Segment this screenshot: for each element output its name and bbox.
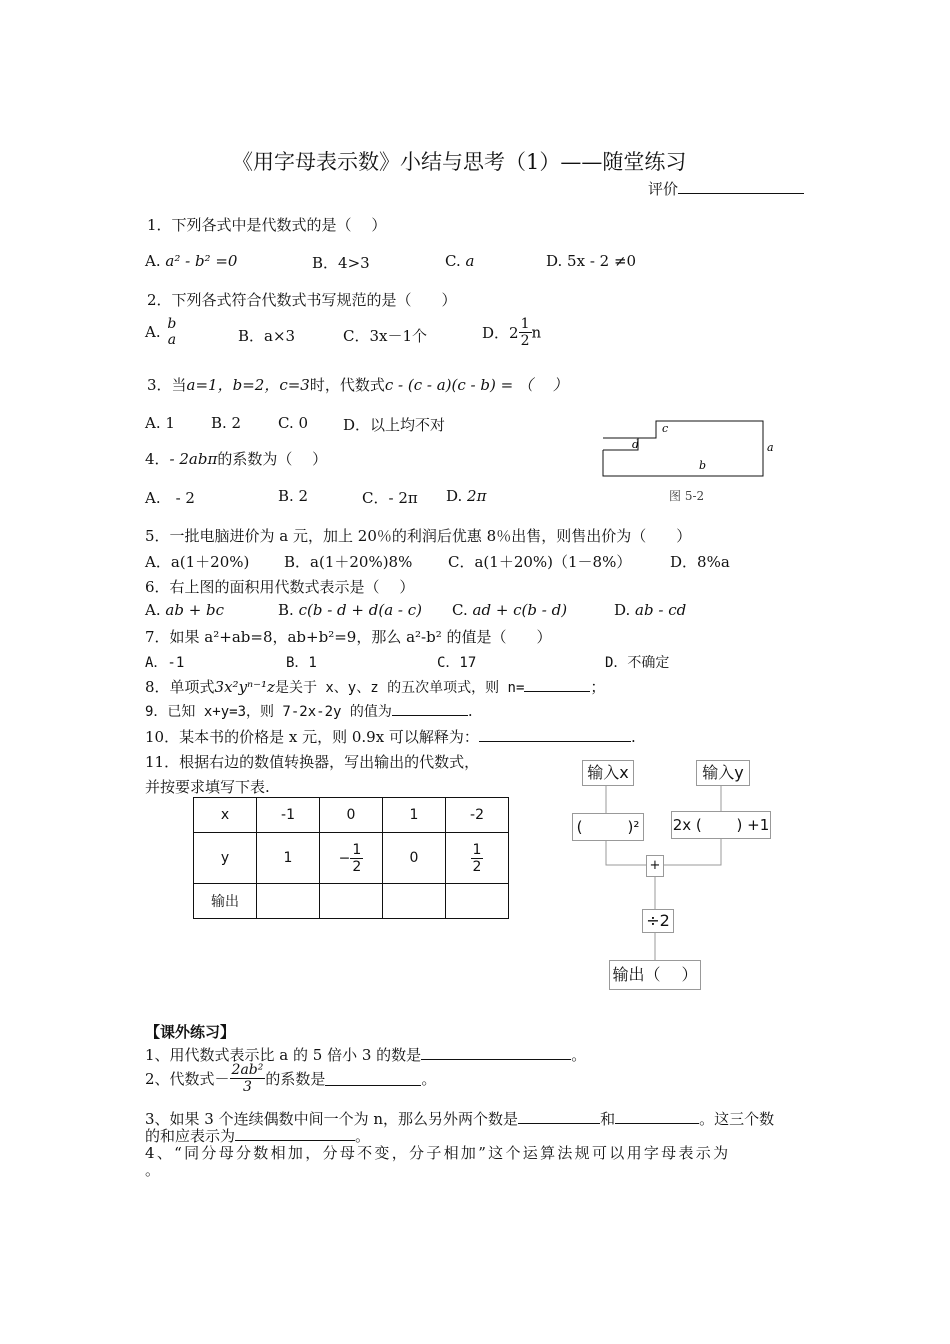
q7-stem: 7．如果 a²+ab=8，ab+b²=9，那么 a²-b² 的值是（ ）	[145, 628, 552, 646]
rating-blank[interactable]	[678, 179, 804, 194]
extra-q3-blank-2[interactable]	[615, 1109, 699, 1124]
extra-q4-line1: 4、“同分母分数相加，分母不变，分子相加”这个运算法规可以用字母表示为	[145, 1144, 731, 1162]
q7-option-d: D．不确定	[605, 655, 670, 671]
output-answer-cell[interactable]	[257, 884, 320, 919]
q2-option-c: C．3x－1个	[343, 327, 428, 345]
divide-box: ÷2	[642, 909, 674, 933]
q3-stem: 3．当a=1，b=2，c=3时，代数式c - (c - a)(c - b) = （ ）	[147, 376, 568, 394]
input-x-box: 输入x	[582, 760, 634, 786]
table-row	[194, 833, 509, 884]
q5-option-d: D．8%a	[670, 553, 730, 571]
extra-q4-line2: 。	[145, 1161, 161, 1179]
table-row	[194, 884, 509, 919]
q5-option-c: C．a(1＋20%)（1－8%）	[448, 553, 632, 571]
q9-answer-blank[interactable]	[392, 701, 468, 716]
extra-q1-blank[interactable]	[421, 1045, 571, 1060]
q9-stem: 9．已知 x+y=3，则 7-2x-2y 的值为 .	[145, 702, 473, 720]
table-cell: x	[194, 798, 257, 833]
q8-stem: 8．单项式3x²yⁿ⁻¹z是关于 x、y、z 的五次单项式，则 n= ；	[145, 678, 606, 696]
table-cell: $\frac{1}{2}$	[446, 833, 509, 884]
input-y-box: 输入y	[696, 760, 750, 786]
q1-option-a: A. a² - b² =0	[145, 252, 238, 270]
q2-stem: 2．下列各式符合代数式书写规范的是（ ）	[147, 291, 457, 309]
table-cell: 0	[383, 833, 446, 884]
figure-caption: 图 5-2	[669, 489, 705, 503]
figure-label-d: d	[632, 438, 640, 451]
extra-q1: 1、用代数式表示比 a 的 5 倍小 3 的数是 。	[145, 1046, 587, 1064]
q4-option-c: C．- 2π	[362, 489, 418, 507]
table-cell: -1	[257, 798, 320, 833]
plus-box: +	[646, 855, 664, 877]
extra-q3-blank-1[interactable]	[518, 1109, 600, 1124]
q4-option-b: B. 2	[278, 487, 309, 505]
q3-option-c: C. 0	[278, 414, 309, 432]
q4-option-d: D. 2π	[446, 487, 487, 505]
linear-box: 2x ( ) +1	[671, 811, 771, 839]
q2-option-b: B．a×3	[238, 327, 296, 345]
square-box: ( )²	[572, 813, 644, 841]
q6-stem: 6．右上图的面积用代数式表示是（ ）	[145, 578, 415, 596]
q3-option-a: A. 1	[145, 414, 175, 432]
extra-header: 【课外练习】	[145, 1023, 236, 1041]
figure-label-c: c	[662, 422, 669, 435]
table-cell: − $\frac{1}{2}$	[320, 833, 383, 884]
output-answer-cell[interactable]	[446, 884, 509, 919]
output-answer-cell[interactable]	[383, 884, 446, 919]
q10-answer-blank[interactable]	[479, 727, 631, 742]
q5-option-a: A．a(1＋20%)	[145, 553, 250, 571]
q8-answer-blank[interactable]	[524, 677, 590, 692]
rating-label: 评价	[648, 178, 804, 199]
q3-option-b: B. 2	[211, 414, 242, 432]
q1-option-c: C. a	[445, 252, 475, 270]
table-row	[194, 798, 509, 833]
q11-line1: 11．根据右边的数值转换器，写出输出的代数式，	[145, 753, 480, 771]
q5-stem: 5．一批电脑进价为 a 元，加上 20％的利润后优惠 8％出售，则售出价为（ ）	[145, 527, 692, 545]
q2-option-a: A. b a	[145, 316, 177, 348]
extra-q2: 2、代数式－ $\frac{\text{2ab²}}{3}$ 的系数是 。	[145, 1062, 437, 1095]
q6-option-d: D. ab - cd	[614, 601, 687, 619]
output-answer-cell[interactable]	[320, 884, 383, 919]
q1-option-b: B．4>3	[312, 254, 370, 272]
extra-q3-blank-3[interactable]	[235, 1126, 355, 1141]
q6-option-c: C. ad + c(b - d)	[452, 601, 568, 619]
figure-label-a: a	[767, 441, 774, 454]
table-cell: 1	[257, 833, 320, 884]
table-cell: -2	[446, 798, 509, 833]
converter-connectors	[560, 755, 790, 995]
q1-option-d: D. 5x - 2 ≠0	[546, 252, 637, 270]
q4-option-a: A. - 2	[145, 489, 195, 507]
q11-line2: 并按要求填写下表.	[145, 778, 270, 796]
table-cell: 0	[320, 798, 383, 833]
q6-option-a: A. ab + bc	[145, 601, 225, 619]
figure-label-b: b	[699, 459, 707, 472]
extra-q2-blank[interactable]	[325, 1071, 421, 1086]
value-table	[193, 797, 509, 919]
extra-q3-line1: 3、如果 3 个连续偶数中间一个为 n，那么另外两个数是 和 。这三个数	[145, 1110, 775, 1128]
output-box: 输出（ ）	[609, 960, 701, 990]
page-title: 《用字母表示数》小结与思考（1）——随堂练习	[232, 150, 687, 174]
table-cell: y	[194, 833, 257, 884]
extra-q3-line2: 的和应表示为 。	[145, 1127, 371, 1145]
q6-option-b: B. c(b - d + d(a - c)	[278, 601, 422, 619]
q7-option-c: C．17	[437, 655, 477, 671]
q1-stem: 1．下列各式中是代数式的是（ ）	[147, 216, 387, 234]
q10-stem: 10．某本书的价格是 x 元，则 0.9x 可以解释为： .	[145, 728, 636, 746]
q7-option-b: B．1	[286, 655, 317, 671]
q3-option-d: D．以上均不对	[343, 416, 446, 434]
q7-option-a: A．-1	[145, 655, 185, 671]
table-cell: 1	[383, 798, 446, 833]
q5-option-b: B．a(1＋20%)8%	[284, 553, 413, 571]
q2-option-d: D．2 $\frac{1}{2}$ n	[482, 316, 542, 349]
table-cell: 输出	[194, 884, 257, 919]
q4-stem: 4．- 2abπ的系数为（ ）	[145, 450, 328, 468]
